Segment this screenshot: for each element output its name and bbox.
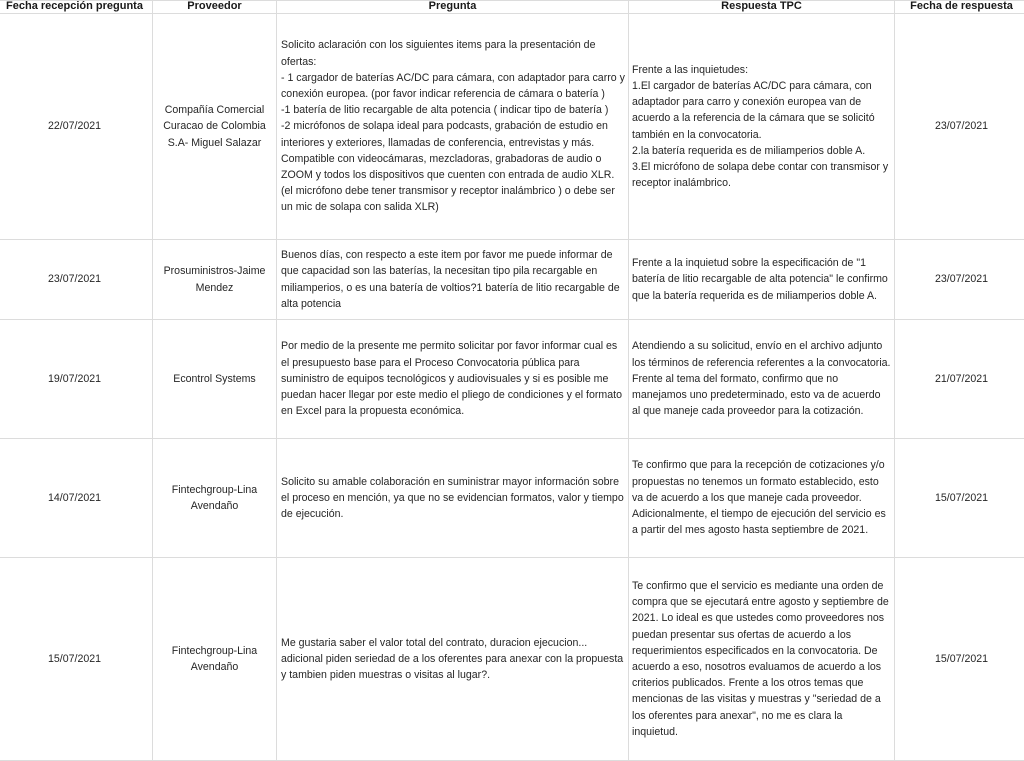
cell-fecha-respuesta[interactable]: 21/07/2021 — [895, 320, 1024, 439]
cell-proveedor[interactable]: Econtrol Systems — [153, 320, 277, 439]
header-proveedor: Proveedor — [153, 1, 277, 14]
cell-respuesta[interactable]: Frente a la inquietud sobre la especificación de "1 batería de litio recargable de alta potencia" le confirmo que la batería requerida es de miliamperios doble A. — [629, 240, 895, 320]
cell-proveedor[interactable]: Prosuministros-Jaime Mendez — [153, 240, 277, 320]
cell-pregunta[interactable]: Me gustaria saber el valor total del contrato, duracion ejecucion... adicional piden seriedad de a los oferentes para anexar con la propuesta y tambien piden muestras o visitas al lugar?. — [277, 558, 629, 761]
cell-pregunta[interactable]: Solicito su amable colaboración en suministrar mayor información sobre el proceso en mención, ya que no se evidencian formatos, valor y tiempo de ejecución. — [277, 439, 629, 558]
cell-fecha-recepcion[interactable]: 19/07/2021 — [0, 320, 153, 439]
cell-proveedor[interactable]: Fintechgroup-Lina Avendaño — [153, 558, 277, 761]
cell-proveedor[interactable]: Compañía Comercial Curacao de Colombia S.A- Miguel Salazar — [153, 14, 277, 240]
cell-pregunta[interactable]: Buenos días, con respecto a este item por favor me puede informar de que capacidad son las baterías, la necesitan tipo pila recargable en miliamperios, o es una batería de voltios?1 batería de litio recargable de alta potencia — [277, 240, 629, 320]
table-row — [0, 558, 1024, 761]
header-fecha-respuesta: Fecha de respuesta — [895, 1, 1024, 14]
cell-respuesta[interactable]: Atendiendo a su solicitud, envío en el archivo adjunto los términos de referencia referentes a la convocatoria. Frente al tema del formato, confirmo que no manejamos uno predeterminado, esto va de acuerdo al que maneje cada proveedor para la cotización. — [629, 320, 895, 439]
table-row — [0, 240, 1024, 320]
header-row — [0, 1, 1024, 14]
cell-fecha-respuesta[interactable]: 15/07/2021 — [895, 439, 1024, 558]
table-row — [0, 320, 1024, 439]
cell-fecha-respuesta[interactable]: 23/07/2021 — [895, 240, 1024, 320]
cell-pregunta[interactable]: Solicito aclaración con los siguientes items para la presentación de ofertas: - 1 cargador de baterías AC/DC para cámara, con adaptador para carro y conexión europea. (por favor indicar referencia de cámara o batería ) -1 batería de litio recargable de alta potencia ( indicar tipo de batería ) -2 micrófonos de solapa ideal para podcasts, grabación de estudio en interiores y exteriores, llamadas de conferencia, entrevistas y más. Compatible con videocámaras, mezcladoras, grabadoras de audio o ZOOM y todos los dispositivos que cuenten con entrada de audio XLR. (el micrófono debe tener transmisor y receptor inalámbrico ) o debe ser un mic de solapa con salida XLR) — [277, 14, 629, 240]
cell-respuesta[interactable]: Te confirmo que para la recepción de cotizaciones y/o propuestas no tenemos un formato establecido, esto va de acuerdo a los que maneje cada proveedor. Adicionalmente, el tiempo de ejecución del servicio es a partir del mes agosto hasta septiembre de 2021. — [629, 439, 895, 558]
header-fecha-recepcion: Fecha recepción pregunta — [0, 1, 153, 14]
table-row — [0, 14, 1024, 240]
cell-fecha-recepcion[interactable]: 15/07/2021 — [0, 558, 153, 761]
cell-fecha-recepcion[interactable]: 22/07/2021 — [0, 14, 153, 240]
cell-pregunta[interactable]: Por medio de la presente me permito solicitar por favor informar cual es el presupuesto base para el Proceso Convocatoria pública para suministro de equipos tecnológicos y audiovisuales y si es posible me puedan hacer llegar por este medio el pliego de condiciones y el formato en Excel para la propuesta económica. — [277, 320, 629, 439]
cell-fecha-respuesta[interactable]: 23/07/2021 — [895, 14, 1024, 240]
cell-respuesta[interactable]: Te confirmo que el servicio es mediante una orden de compra que se ejecutará entre agosto y septiembre de 2021. Lo ideal es que ustedes como proveedores nos puedan presentar sus ofertas de acuerdo a los requerimientos especificados en la convocatoria. De acuerdo a eso, nosotros evaluamos de acuerdo a los criterios publicados. Frente a los otros temas que mencionas de las visitas y muestras y "seriedad de a los oferentes para anexar", no me es clara la inquietud. — [629, 558, 895, 761]
header-pregunta: Pregunta — [277, 1, 629, 14]
cell-fecha-recepcion[interactable]: 14/07/2021 — [0, 439, 153, 558]
table-row — [0, 439, 1024, 558]
cell-fecha-respuesta[interactable]: 15/07/2021 — [895, 558, 1024, 761]
cell-proveedor[interactable]: Fintechgroup-Lina Avendaño — [153, 439, 277, 558]
cell-respuesta[interactable]: Frente a las inquietudes: 1.El cargador de baterías AC/DC para cámara, con adaptador para carro y conexión europea van de acuerdo a la referencia de la cámara que se solicitó también en la convocatoria. 2.la batería requerida es de miliamperios doble A. 3.El micrófono de solapa debe contar con transmisor y receptor inalámbrico. — [629, 14, 895, 240]
header-respuesta: Respuesta TPC — [629, 1, 895, 14]
cell-fecha-recepcion[interactable]: 23/07/2021 — [0, 240, 153, 320]
